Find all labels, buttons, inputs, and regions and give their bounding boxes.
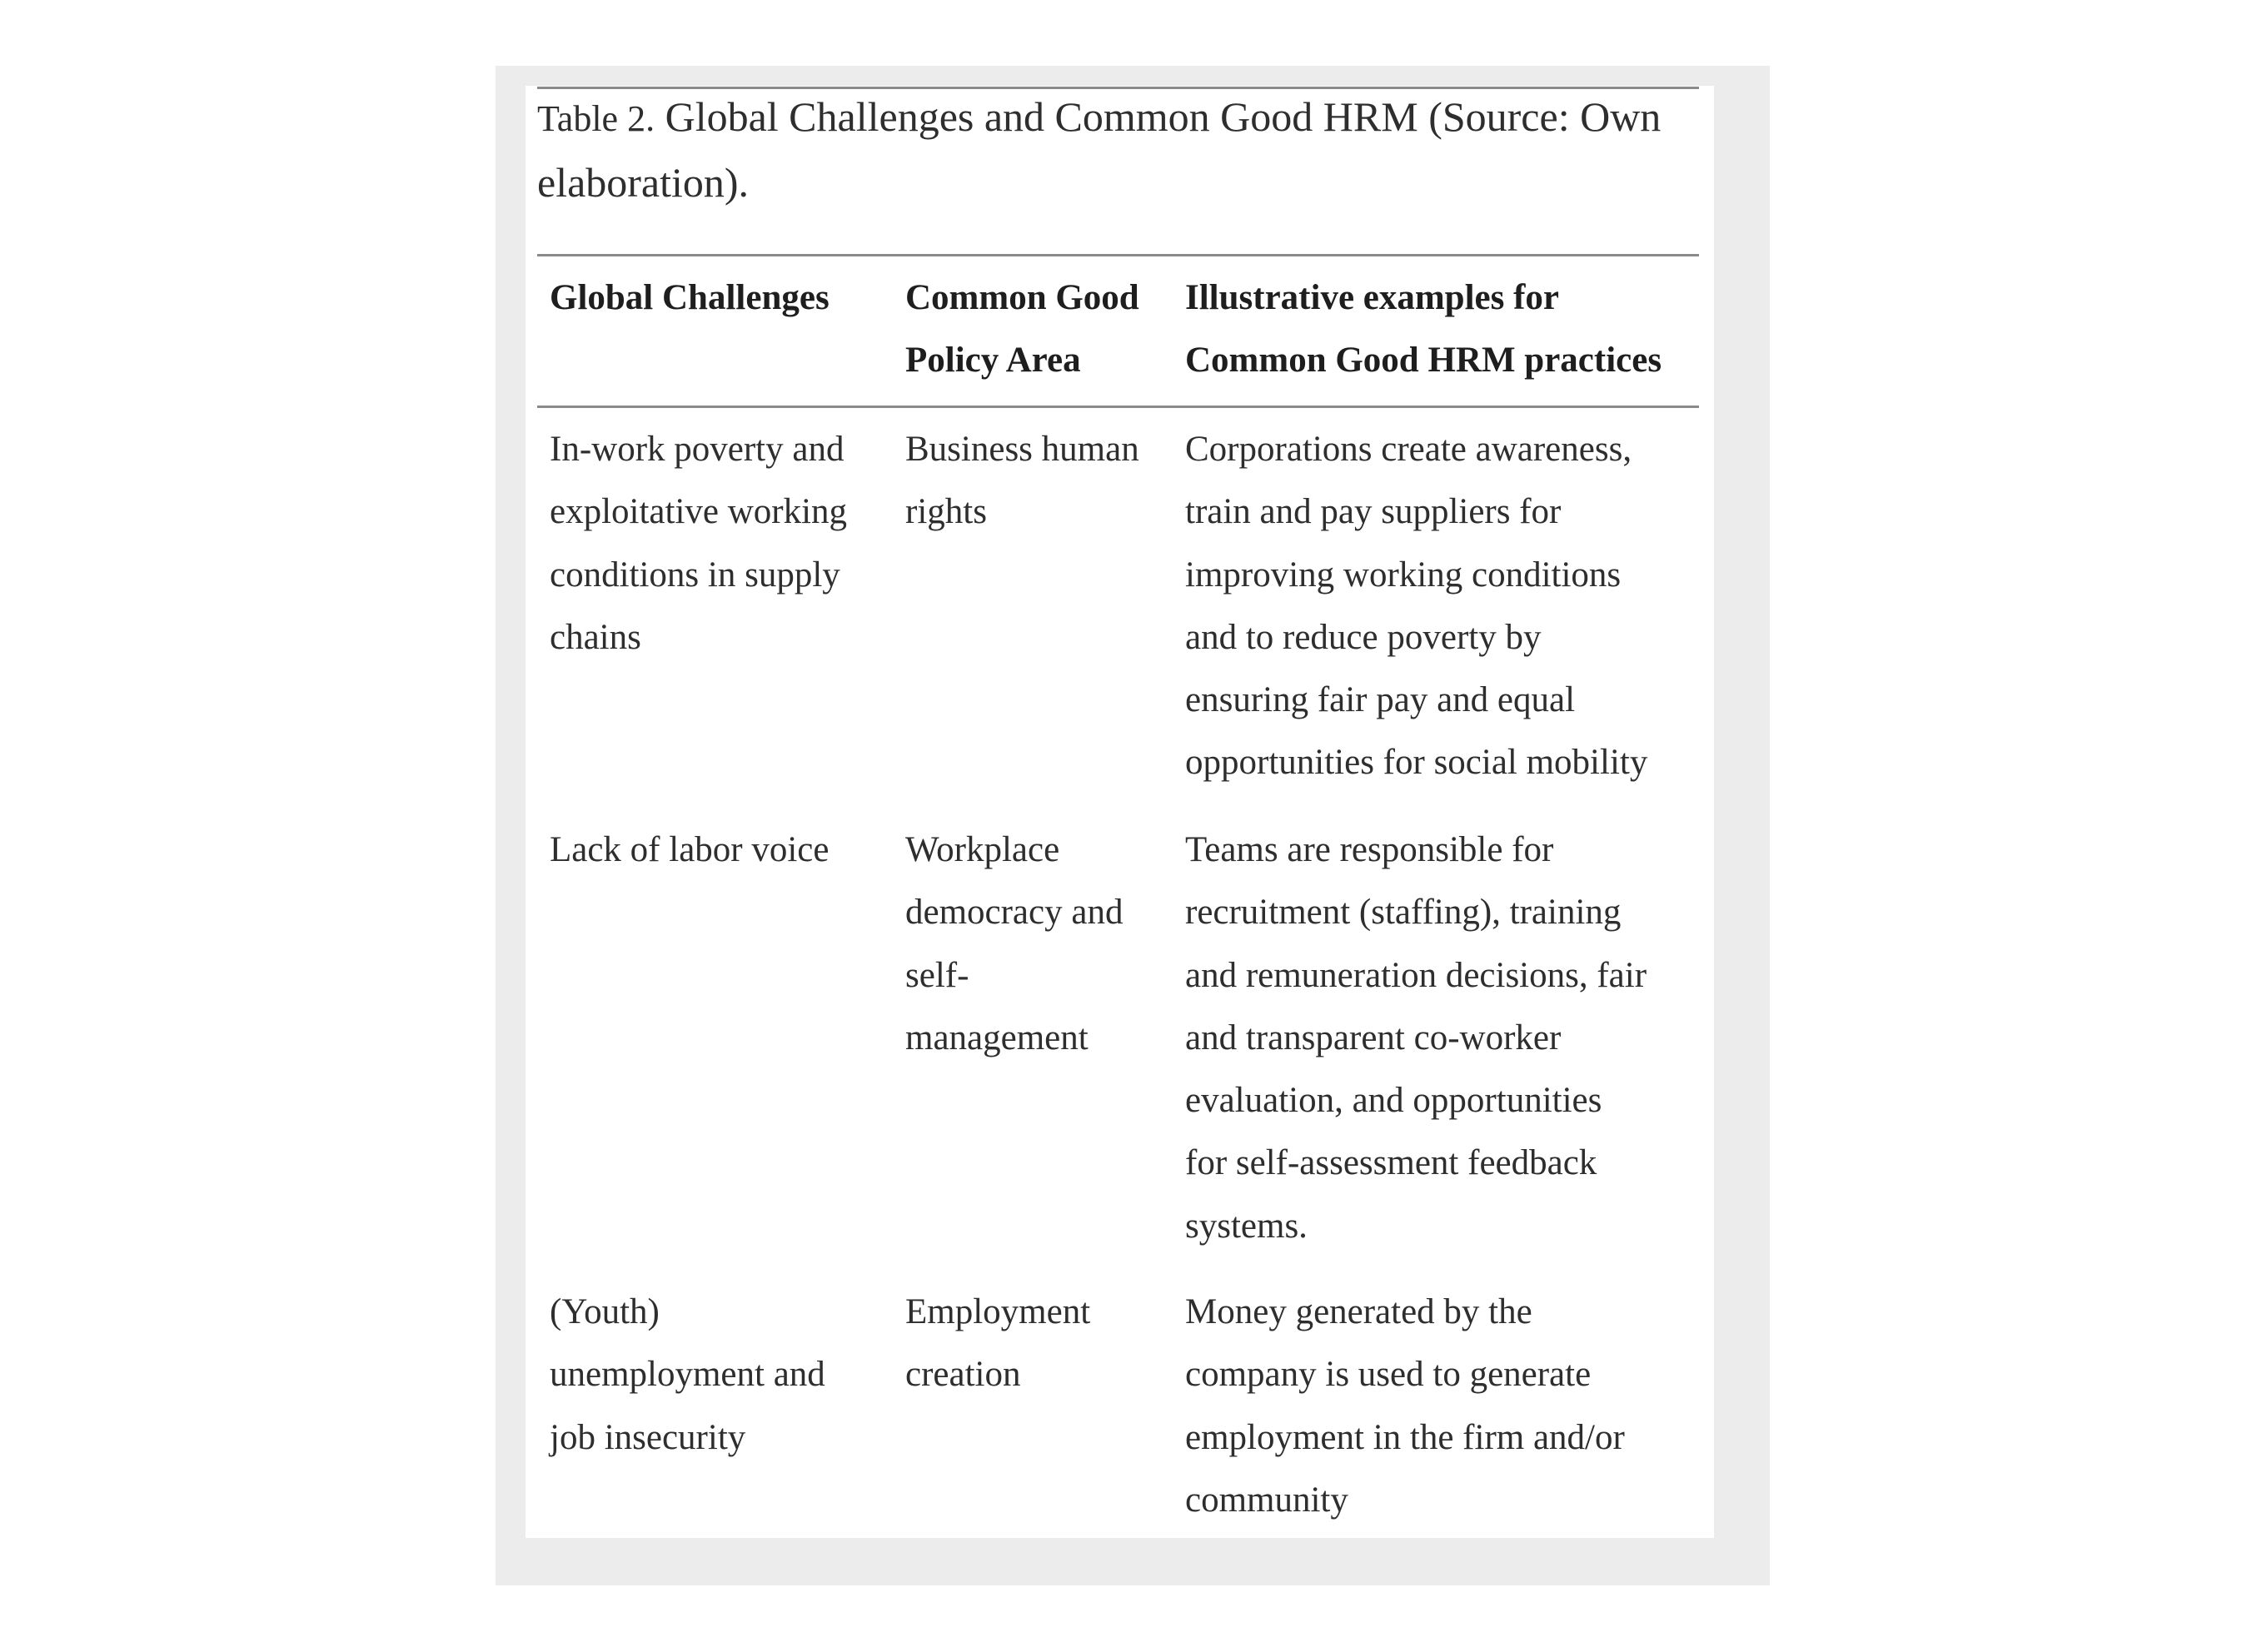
cell-line: and to reduce poverty by xyxy=(1185,617,1542,657)
header-top-rule xyxy=(537,254,1699,256)
cell-line: company is used to generate xyxy=(1185,1355,1592,1395)
cell-line: rights xyxy=(905,492,987,532)
cell-line: recruitment (staffing), training xyxy=(1185,893,1622,933)
header-line: Common Good HRM practices xyxy=(1185,341,1662,381)
table-row-3-examples xyxy=(1185,1281,1710,1531)
cell-line: self- xyxy=(905,955,969,995)
header-bottom-rule xyxy=(537,406,1699,408)
cell-line: (Youth) xyxy=(550,1292,660,1331)
cell-line: In-work poverty and xyxy=(550,430,845,469)
cell-line: exploitative working xyxy=(550,492,848,532)
cell-line: Money generated by the xyxy=(1185,1292,1532,1331)
cell-line: and transparent co-worker xyxy=(1185,1018,1562,1057)
cell-line: unemployment and xyxy=(550,1355,825,1395)
cell-line: systems. xyxy=(1185,1206,1308,1246)
table-caption xyxy=(537,85,1703,214)
cell-line: Employment xyxy=(905,1292,1091,1331)
table-row-2-policy-area xyxy=(905,819,1172,1069)
cell-line: employment in the firm and/or xyxy=(1185,1417,1625,1457)
caption-line-2: elaboration). xyxy=(537,159,750,206)
cell-line: evaluation, and opportunities xyxy=(1185,1081,1602,1121)
table-row-3-challenge xyxy=(550,1281,891,1469)
header-line: Common Good xyxy=(905,278,1139,317)
column-header-policy-area xyxy=(905,266,1172,392)
cell-line: and remuneration decisions, fair xyxy=(1185,955,1647,995)
cell-line: creation xyxy=(905,1355,1021,1395)
cell-line: management xyxy=(905,1018,1089,1057)
table-row-2-challenge xyxy=(550,819,891,881)
table-row-1-examples xyxy=(1185,418,1710,794)
caption-line-1 xyxy=(537,85,1703,151)
cell-line: Business human xyxy=(905,430,1139,469)
cell-line: job insecurity xyxy=(550,1417,746,1457)
cell-line: ensuring fair pay and equal xyxy=(1185,680,1576,720)
cell-line: chains xyxy=(550,617,641,657)
header-line: Illustrative examples for xyxy=(1185,278,1560,317)
caption-title: Global Challenges and Common Good HRM (Source: Own xyxy=(665,93,1662,140)
cell-line: democracy and xyxy=(905,893,1124,933)
column-header-global-challenges xyxy=(550,266,891,329)
table-row-1-policy-area xyxy=(905,418,1172,544)
cell-line: Lack of labor voice xyxy=(550,830,830,869)
table-row-2-examples xyxy=(1185,819,1710,1257)
cell-line: opportunities for social mobility xyxy=(1185,743,1648,783)
cell-line: conditions in supply xyxy=(550,555,840,595)
cell-line: improving working conditions xyxy=(1185,555,1622,595)
header-line: Policy Area xyxy=(905,341,1081,381)
column-header-examples xyxy=(1185,266,1710,392)
cell-line: Teams are responsible for xyxy=(1185,830,1554,869)
cell-line: Corporations create awareness, xyxy=(1185,430,1632,469)
table-row-1-challenge xyxy=(550,418,891,669)
table-label: Table 2. xyxy=(537,98,655,139)
cell-line: for self-assessment feedback xyxy=(1185,1143,1597,1183)
header-line: Global Challenges xyxy=(550,278,830,317)
table-row-3-policy-area xyxy=(905,1281,1172,1406)
cell-line: community xyxy=(1185,1480,1348,1520)
cell-line: train and pay suppliers for xyxy=(1185,492,1562,532)
cell-line: Workplace xyxy=(905,830,1060,869)
